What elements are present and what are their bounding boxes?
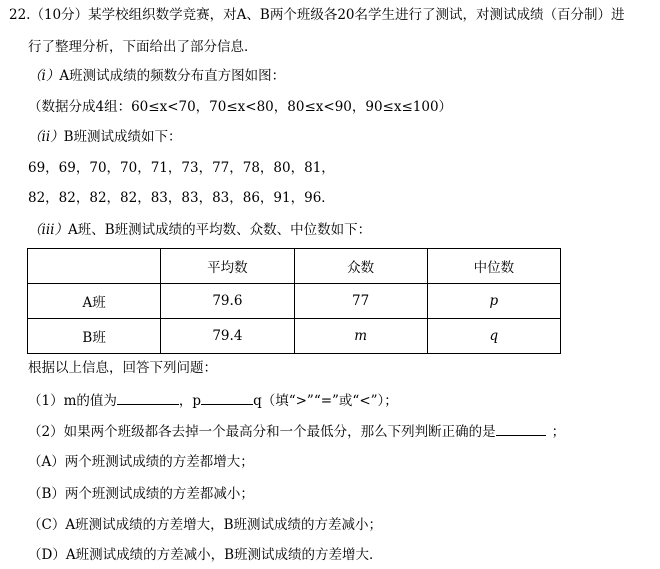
subquestion-2 — [28, 421, 565, 442]
option-text: 两个班测试成绩的方差都减小； — [64, 486, 254, 502]
option-a — [28, 452, 254, 472]
table-header-cell: 中位数 — [427, 249, 560, 284]
subquestion-1-marker: （1） — [28, 393, 64, 409]
table-cell-mode: m — [294, 319, 427, 354]
b-scores-line1: 69，69，70，70，71，73，77，78，80，81， — [28, 160, 335, 176]
table-cell-median: p — [427, 284, 560, 319]
subquestion-2-end: ； — [551, 424, 566, 440]
subquestion-1-part-a: m的值为 — [63, 393, 117, 409]
subquestion-1-part-c: q（填“>”“=”或“<”）； — [253, 393, 398, 409]
table-header-cell: 平均数 — [161, 249, 294, 284]
info-i-text: A班测试成绩的频数分布直方图如图： — [59, 68, 286, 84]
info-i-marker: （i） — [28, 68, 60, 84]
prompt-text: 根据以上信息，回答下列问题： — [28, 360, 217, 376]
answer-blank-choice[interactable] — [496, 421, 546, 436]
info-iii-marker: （iii） — [28, 222, 68, 238]
option-b — [28, 484, 254, 504]
table-header-cell: 众数 — [294, 249, 427, 284]
table-cell-mean: 79.6 — [161, 284, 294, 319]
subquestion-1-part-b: ，p — [178, 393, 202, 409]
option-label: （C） — [28, 517, 66, 533]
info-iii-text: A班、B班测试成绩的平均数、众数、中位数如下： — [67, 222, 372, 238]
subquestion-2-marker: （2） — [28, 424, 64, 440]
subquestion-1 — [28, 390, 398, 411]
question-number: 22.（10分） — [9, 7, 89, 23]
info-i — [28, 66, 285, 86]
question-stem-text: 某学校组织数学竞赛，对A、B两个班级各20名学生进行了测试，对测试成绩（百分制）进 — [88, 7, 625, 23]
answer-blank-compare[interactable] — [201, 390, 253, 405]
question-stem-line1 — [9, 5, 625, 25]
table-header-row — [28, 249, 561, 284]
subquestion-2-text: 如果两个班级都各去掉一个最高分和一个最低分，那么下列判断正确的是 — [63, 424, 496, 440]
option-text: 两个班测试成绩的方差都增大； — [64, 454, 254, 470]
option-label: （A） — [28, 454, 65, 470]
option-c — [28, 515, 382, 535]
option-d — [28, 545, 383, 565]
table-row — [28, 319, 561, 354]
option-text: A班测试成绩的方差增大，B班测试成绩的方差减小； — [65, 517, 383, 533]
info-ii-marker: （ii） — [28, 129, 64, 145]
option-label: （B） — [28, 486, 65, 502]
table-cell-median: q — [427, 319, 560, 354]
info-ii-text: B班测试成绩如下： — [63, 129, 182, 145]
info-ii — [28, 127, 182, 147]
groups-note: （数据分成4组：60≤x<70，70≤x<80，80≤x<90，90≤x≤100） — [28, 99, 453, 115]
table-cell-mode: 77 — [294, 284, 427, 319]
table-header-cell — [28, 249, 161, 284]
b-scores-line2: 82，82，82，82，83，83，83，86，91，96． — [28, 190, 335, 206]
table-cell-class: B班 — [28, 319, 161, 354]
stats-table — [27, 248, 561, 354]
answer-blank-m[interactable] — [117, 390, 179, 405]
info-iii — [28, 220, 371, 240]
table-cell-mean: 79.4 — [161, 319, 294, 354]
option-text: A班测试成绩的方差减小，B班测试成绩的方差增大． — [65, 547, 383, 563]
table-row — [28, 284, 561, 319]
table-cell-class: A班 — [28, 284, 161, 319]
question-stem-line2: 行了整理分析，下面给出了部分信息． — [28, 39, 258, 55]
option-label: （D） — [28, 547, 66, 563]
